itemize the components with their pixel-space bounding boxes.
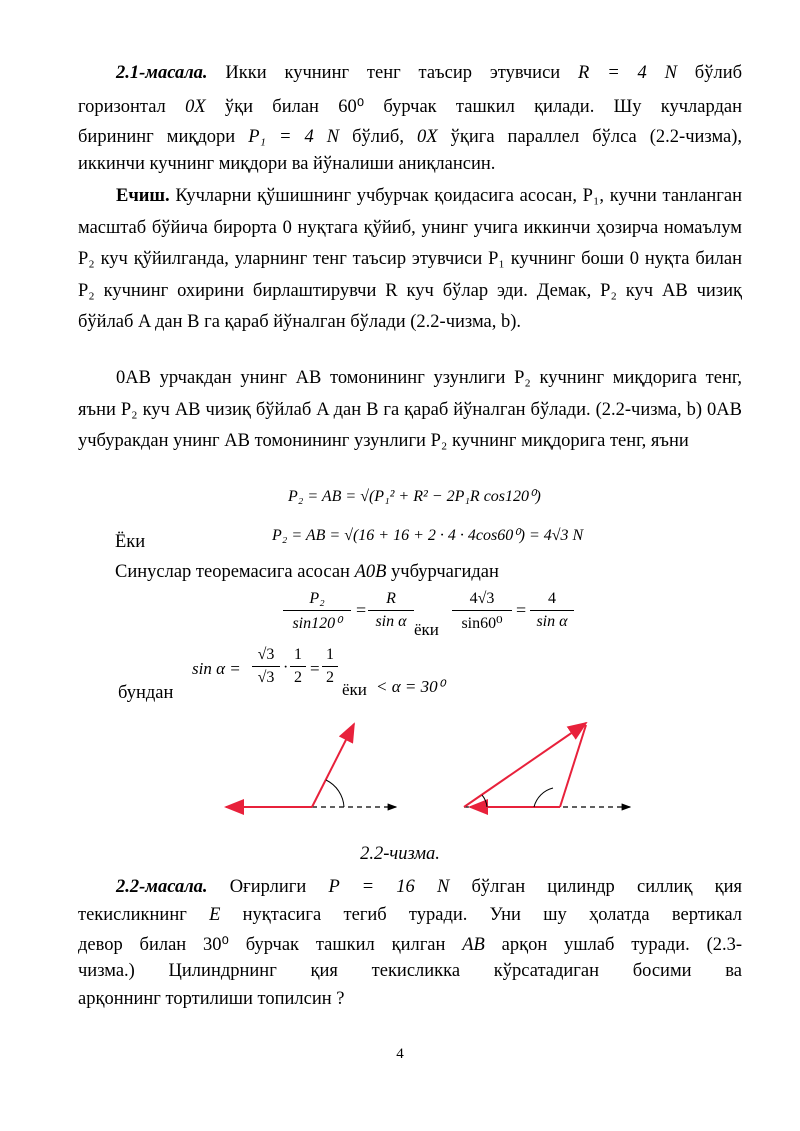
page-number: 4 xyxy=(396,1046,404,1062)
equals-sign: = xyxy=(356,600,367,620)
problem1-text: бўлиб, xyxy=(352,127,404,147)
sine-text: учбурчагидан xyxy=(391,562,499,582)
solution-p2-text: 0AB урчакдан унинг AB томонининг узунлиги P₂ кучнинг миқдорига тенг, яъни P₂ куч AB чизиқ бўйлаб A дан B га қараб йўналган бўлади. (2.2-чизма, b) 0AB учбуракдан унинг AB томонининг узунлиги P₂ кучнинг миқдорига тенг, яъни xyxy=(78,368,742,451)
solution-paragraph-1 xyxy=(78,181,742,339)
angle-arc xyxy=(482,795,487,807)
problem2-line5: арқоннинг тортилиши топилсин ? xyxy=(78,989,345,1009)
problem1-text: бўлиб xyxy=(694,63,743,83)
fraction-denominator: sin α xyxy=(536,613,568,630)
fraction-numerator: 1 xyxy=(294,646,302,663)
figure-b xyxy=(464,723,630,807)
problem1-line1 xyxy=(78,58,742,89)
problem1-text: ўқига параллел бўлса (2.2-чизма), xyxy=(450,127,743,147)
problem2-text: Оғирлиги xyxy=(229,877,307,897)
figure-2-2 xyxy=(0,710,800,830)
fraction-denominator: 2 xyxy=(294,669,302,686)
equation-p2-value: P₂ = AB = √(16 + 16 + 2 · 4 · 4cos60⁰) = 4√3 N xyxy=(272,527,584,544)
problem2-text: нуқтасига тегиб туради. Уни шу ҳолатда вертикал xyxy=(242,905,743,925)
solution-p1-text: Кучларни қўшишнинг учбурчак қоидасига асосан, P₁, кучни танланган масштаб бўйича бирорта 0 нуқтага қўйиб, унинг учига иккинчи ҳозирча номаълум P₂ куч қўйилганда, уларнинг тенг таъсир этувчиси P₁ кучнинг боши 0 нуқта билан P₂ кучнинг охирини бирлаштирувчи R куч бўлар эди. Демак, P₂ куч AB чизиқ бўйлаб A дан B га қараб йўналган бўлади (2.2-чизма, b). xyxy=(78,186,743,332)
fraction-numerator: R xyxy=(386,590,396,607)
math-resultant: R = 4 N xyxy=(578,63,677,83)
fraction-denominator: 2 xyxy=(326,669,334,686)
fraction-numerator: 1 xyxy=(326,646,334,663)
problem1-line4: иккинчи кучнинг миқдори ва йўналиши аниқлансин. xyxy=(78,154,496,174)
problem2-line2 xyxy=(78,900,742,931)
problem1-title: 2.1-масала. xyxy=(116,63,208,83)
equation-law-of-cosines: P₂ = AB = √(P₁² + R² − 2P₁R cos120⁰) xyxy=(288,488,541,505)
triangle-name: A0B xyxy=(354,562,387,582)
problem2-line4: чизма.) Цилиндрнинг қия текисликка кўрсатадиган босими ва xyxy=(78,961,742,981)
sine-theorem-line xyxy=(115,562,499,583)
problem1-text: Икки кучнинг тенг таъсир этувчиси xyxy=(225,63,561,83)
sin-alpha-lhs: sin α = xyxy=(192,659,241,678)
fraction-numerator: P₂ xyxy=(309,590,325,607)
solution-paragraph-2 xyxy=(78,363,742,458)
problem1-line3 xyxy=(78,122,742,153)
math-angle: 60⁰ xyxy=(338,97,365,117)
fraction-denominator: sin60⁰ xyxy=(461,615,503,632)
fraction-numerator: 4 xyxy=(548,590,556,607)
eki-label: ёки xyxy=(414,620,439,639)
solution-title: Ечиш. xyxy=(116,186,170,206)
fraction-4root3-sin60 xyxy=(452,590,512,633)
fraction-root3-root3 xyxy=(252,646,280,687)
fraction-denominator: sin120⁰ xyxy=(292,615,342,632)
fraction-numerator: √3 xyxy=(257,646,275,663)
problem1-text: бурчак ташкил қилади. Шу кучлардан xyxy=(383,97,743,117)
figure-caption: 2.2-чизма. xyxy=(360,844,440,864)
angle-arc xyxy=(534,788,553,807)
math-point: E xyxy=(209,905,221,925)
problem1-line2 xyxy=(78,92,742,123)
problem2-text: арқон ушлаб туради. (2.3- xyxy=(501,935,743,955)
problem2-title: 2.2-масала. xyxy=(116,877,208,897)
problem2-line1 xyxy=(78,872,742,903)
math-axis: 0X xyxy=(185,97,206,117)
fraction-p2-sin120 xyxy=(283,590,351,633)
math-axis: 0X xyxy=(417,127,438,147)
equals-sign: = xyxy=(516,600,527,620)
fraction-one-half xyxy=(290,646,306,687)
resultant-r-arrow xyxy=(464,723,586,807)
problem2-text: текисликнинг xyxy=(78,905,187,925)
problem1-text: ўқи билан xyxy=(224,97,319,117)
sine-text: Синуслар теоремасига асосан xyxy=(115,562,350,582)
problem2-text: бурчак ташкил қилган xyxy=(245,935,446,955)
math-p1: P₁ = 4 N xyxy=(248,127,340,147)
fraction-denominator: √3 xyxy=(257,669,275,686)
alpha-result: < α = 30⁰ xyxy=(376,677,445,696)
math-weight: P = 16 N xyxy=(328,877,450,897)
fraction-4-sinalpha xyxy=(530,590,574,631)
fraction-r-sinalpha xyxy=(368,590,414,631)
fraction-one-half xyxy=(322,646,338,687)
eki-label: ёки xyxy=(342,680,367,699)
figure-a xyxy=(226,724,396,807)
problem1-text: горизонтал xyxy=(78,97,166,117)
equals-sign: = xyxy=(310,659,320,678)
math-rope: AB xyxy=(462,935,485,955)
angle-arc xyxy=(326,780,344,807)
math-angle: 30⁰ xyxy=(203,935,229,955)
resultant-r-arrow xyxy=(312,724,354,807)
problem1-text: бирининг миқдори xyxy=(78,127,236,147)
eki-label: Ёки xyxy=(115,532,146,552)
fraction-numerator: 4√3 xyxy=(469,590,495,607)
problem2-text: девор билан xyxy=(78,935,187,955)
bundan-label: бундан xyxy=(118,683,174,703)
fraction-denominator: sin α xyxy=(375,613,407,630)
problem2-text: бўлган цилиндр силлиқ қия xyxy=(471,877,743,897)
dot-operator: · xyxy=(283,659,289,676)
